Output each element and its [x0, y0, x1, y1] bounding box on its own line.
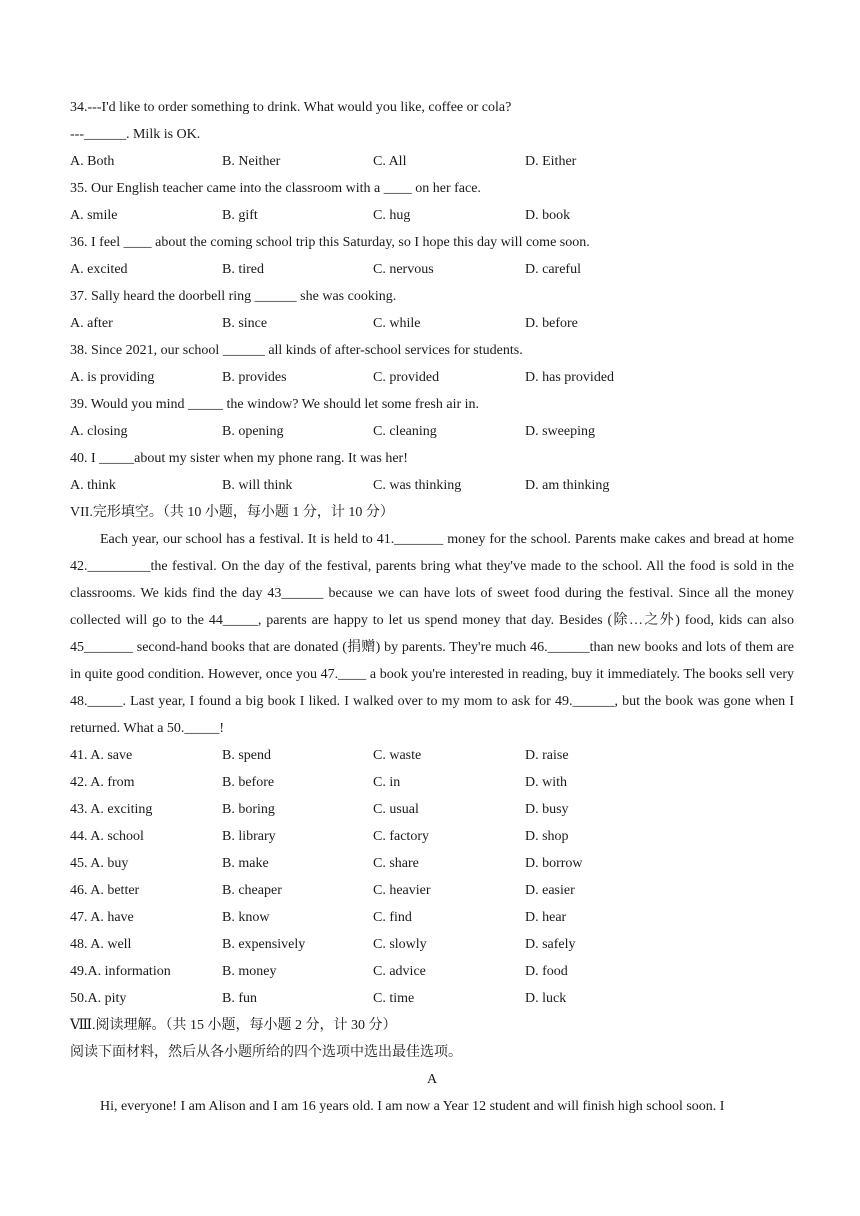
option-d: D. before	[525, 316, 578, 331]
option-b: B. spend	[222, 748, 271, 763]
option-d: D. easier	[525, 883, 575, 898]
option-a: A. after	[70, 316, 113, 331]
option-d: D. with	[525, 775, 567, 790]
option-c: C. factory	[373, 829, 429, 844]
section-heading-cloze: VII.完形填空。（共 10 小题，每小题 1 分，计 10 分）	[70, 505, 394, 520]
options-row	[70, 364, 794, 391]
question-stem: 38. Since 2021, our school ______ all kinds of after-school services for students.	[70, 343, 523, 358]
option-a: 41. A. save	[70, 748, 133, 763]
cloze-options-row	[70, 931, 794, 958]
question-stem: 37. Sally heard the doorbell ring ______ she was cooking.	[70, 289, 397, 304]
option-b: B. make	[222, 856, 269, 871]
option-c: C. advice	[373, 964, 426, 979]
option-c: C. usual	[373, 802, 419, 817]
option-a: A. excited	[70, 262, 128, 277]
cloze-options-row	[70, 796, 794, 823]
option-d: D. am thinking	[525, 478, 610, 493]
option-a: A. closing	[70, 424, 128, 439]
option-a: 49.A. information	[70, 964, 171, 979]
option-d: D. busy	[525, 802, 569, 817]
option-b: B. boring	[222, 802, 275, 817]
options-row	[70, 472, 794, 499]
option-c: C. nervous	[373, 262, 434, 277]
option-d: D. raise	[525, 748, 569, 763]
option-b: B. before	[222, 775, 275, 790]
option-a: 42. A. from	[70, 775, 135, 790]
option-b: B. expensively	[222, 937, 306, 952]
cloze-options-row	[70, 850, 794, 877]
option-b: B. know	[222, 910, 270, 925]
option-a: A. think	[70, 478, 116, 493]
cloze-options-row	[70, 958, 794, 985]
option-d: D. shop	[525, 829, 569, 844]
options-row	[70, 418, 794, 445]
option-a: 50.A. pity	[70, 991, 127, 1006]
options-row	[70, 310, 794, 337]
option-a: 43. A. exciting	[70, 802, 153, 817]
option-d: D. sweeping	[525, 424, 595, 439]
reading-passage-start: Hi, everyone! I am Alison and I am 16 years old. I am now a Year 12 student and will finish high school soon. I	[100, 1099, 725, 1114]
section-heading-reading: Ⅷ.阅读理解。（共 15 小题，每小题 2 分，计 30 分）	[70, 1018, 397, 1033]
option-a: 46. A. better	[70, 883, 140, 898]
option-c: C. time	[373, 991, 415, 1006]
option-c: C. provided	[373, 370, 440, 385]
option-b: B. money	[222, 964, 277, 979]
option-c: C. waste	[373, 748, 422, 763]
option-d: D. luck	[525, 991, 567, 1006]
option-c: C. was thinking	[373, 478, 462, 493]
passage-label: A	[426, 1072, 438, 1087]
option-c: C. All	[373, 154, 407, 169]
question-stem: 35. Our English teacher came into the classroom with a ____ on her face.	[70, 181, 481, 196]
cloze-options-row	[70, 742, 794, 769]
question-stem: 34.---I'd like to order something to drink. What would you like, coffee or cola?	[70, 100, 512, 115]
option-a: A. Both	[70, 154, 115, 169]
option-c: C. in	[373, 775, 401, 790]
cloze-options-row	[70, 769, 794, 796]
page-content	[70, 94, 794, 1120]
options-row	[70, 148, 794, 175]
option-b: B. provides	[222, 370, 287, 385]
option-d: D. borrow	[525, 856, 583, 871]
option-d: D. careful	[525, 262, 581, 277]
cloze-options-row	[70, 823, 794, 850]
options-row	[70, 256, 794, 283]
reading-instruction: 阅读下面材料，然后从各小题所给的四个选项中选出最佳选项。	[70, 1045, 462, 1060]
option-c: C. cleaning	[373, 424, 437, 439]
option-b: B. fun	[222, 991, 257, 1006]
option-a: A. smile	[70, 208, 118, 223]
cloze-options-row	[70, 877, 794, 904]
option-c: C. share	[373, 856, 419, 871]
option-a: A. is providing	[70, 370, 155, 385]
option-d: D. has provided	[525, 370, 615, 385]
option-c: C. heavier	[373, 883, 431, 898]
option-d: D. book	[525, 208, 571, 223]
option-b: B. opening	[222, 424, 284, 439]
cloze-options-row	[70, 904, 794, 931]
question-stem: 40. I _____about my sister when my phone rang. It was her!	[70, 451, 408, 466]
option-a: 45. A. buy	[70, 856, 129, 871]
option-d: D. Either	[525, 154, 577, 169]
option-b: B. since	[222, 316, 268, 331]
option-c: C. hug	[373, 208, 411, 223]
option-c: C. while	[373, 316, 421, 331]
question-stem: 39. Would you mind _____ the window? We should let some fresh air in.	[70, 397, 480, 412]
option-a: 44. A. school	[70, 829, 144, 844]
cloze-options-row	[70, 985, 794, 1012]
option-b: B. will think	[222, 478, 293, 493]
question-stem: 36. I feel ____ about the coming school trip this Saturday, so I hope this day will come soon.	[70, 235, 590, 250]
option-c: C. find	[373, 910, 412, 925]
option-b: B. library	[222, 829, 276, 844]
option-b: B. cheaper	[222, 883, 282, 898]
option-c: C. slowly	[373, 937, 427, 952]
question-stem-continued: ---______. Milk is OK.	[70, 127, 201, 142]
option-b: B. Neither	[222, 154, 281, 169]
option-d: D. safely	[525, 937, 576, 952]
option-b: B. tired	[222, 262, 264, 277]
option-d: D. hear	[525, 910, 567, 925]
option-a: 48. A. well	[70, 937, 132, 952]
option-b: B. gift	[222, 208, 258, 223]
option-d: D. food	[525, 964, 568, 979]
options-row	[70, 202, 794, 229]
cloze-passage: Each year, our school has a festival. It is held to 41._______ money for the school. Parents make cakes and bread at home 42._________the festival. On the day of the festival, parents bring what they've made to the school. All the food is sold in the classrooms. We kids find the day 43______ because we can have lots of sweet food during the festival. Since all the money collected will go to the 44_____, parents are happy to let us spend money that day. Besides (除…之外) food, kids can also 45_______ second-hand books that are donated (捐赠) by parents. They're much 46.______than new books and lots of them are in quite good condition. However, once you 47.____ a book you're interested in reading, buy it immediately. The books sell very 48._____. Last year, I found a big book I liked. I walked over to my mom to ask for 49.______, but the book was gone when I returned. What a 50._____!	[70, 532, 794, 736]
option-a: 47. A. have	[70, 910, 134, 925]
